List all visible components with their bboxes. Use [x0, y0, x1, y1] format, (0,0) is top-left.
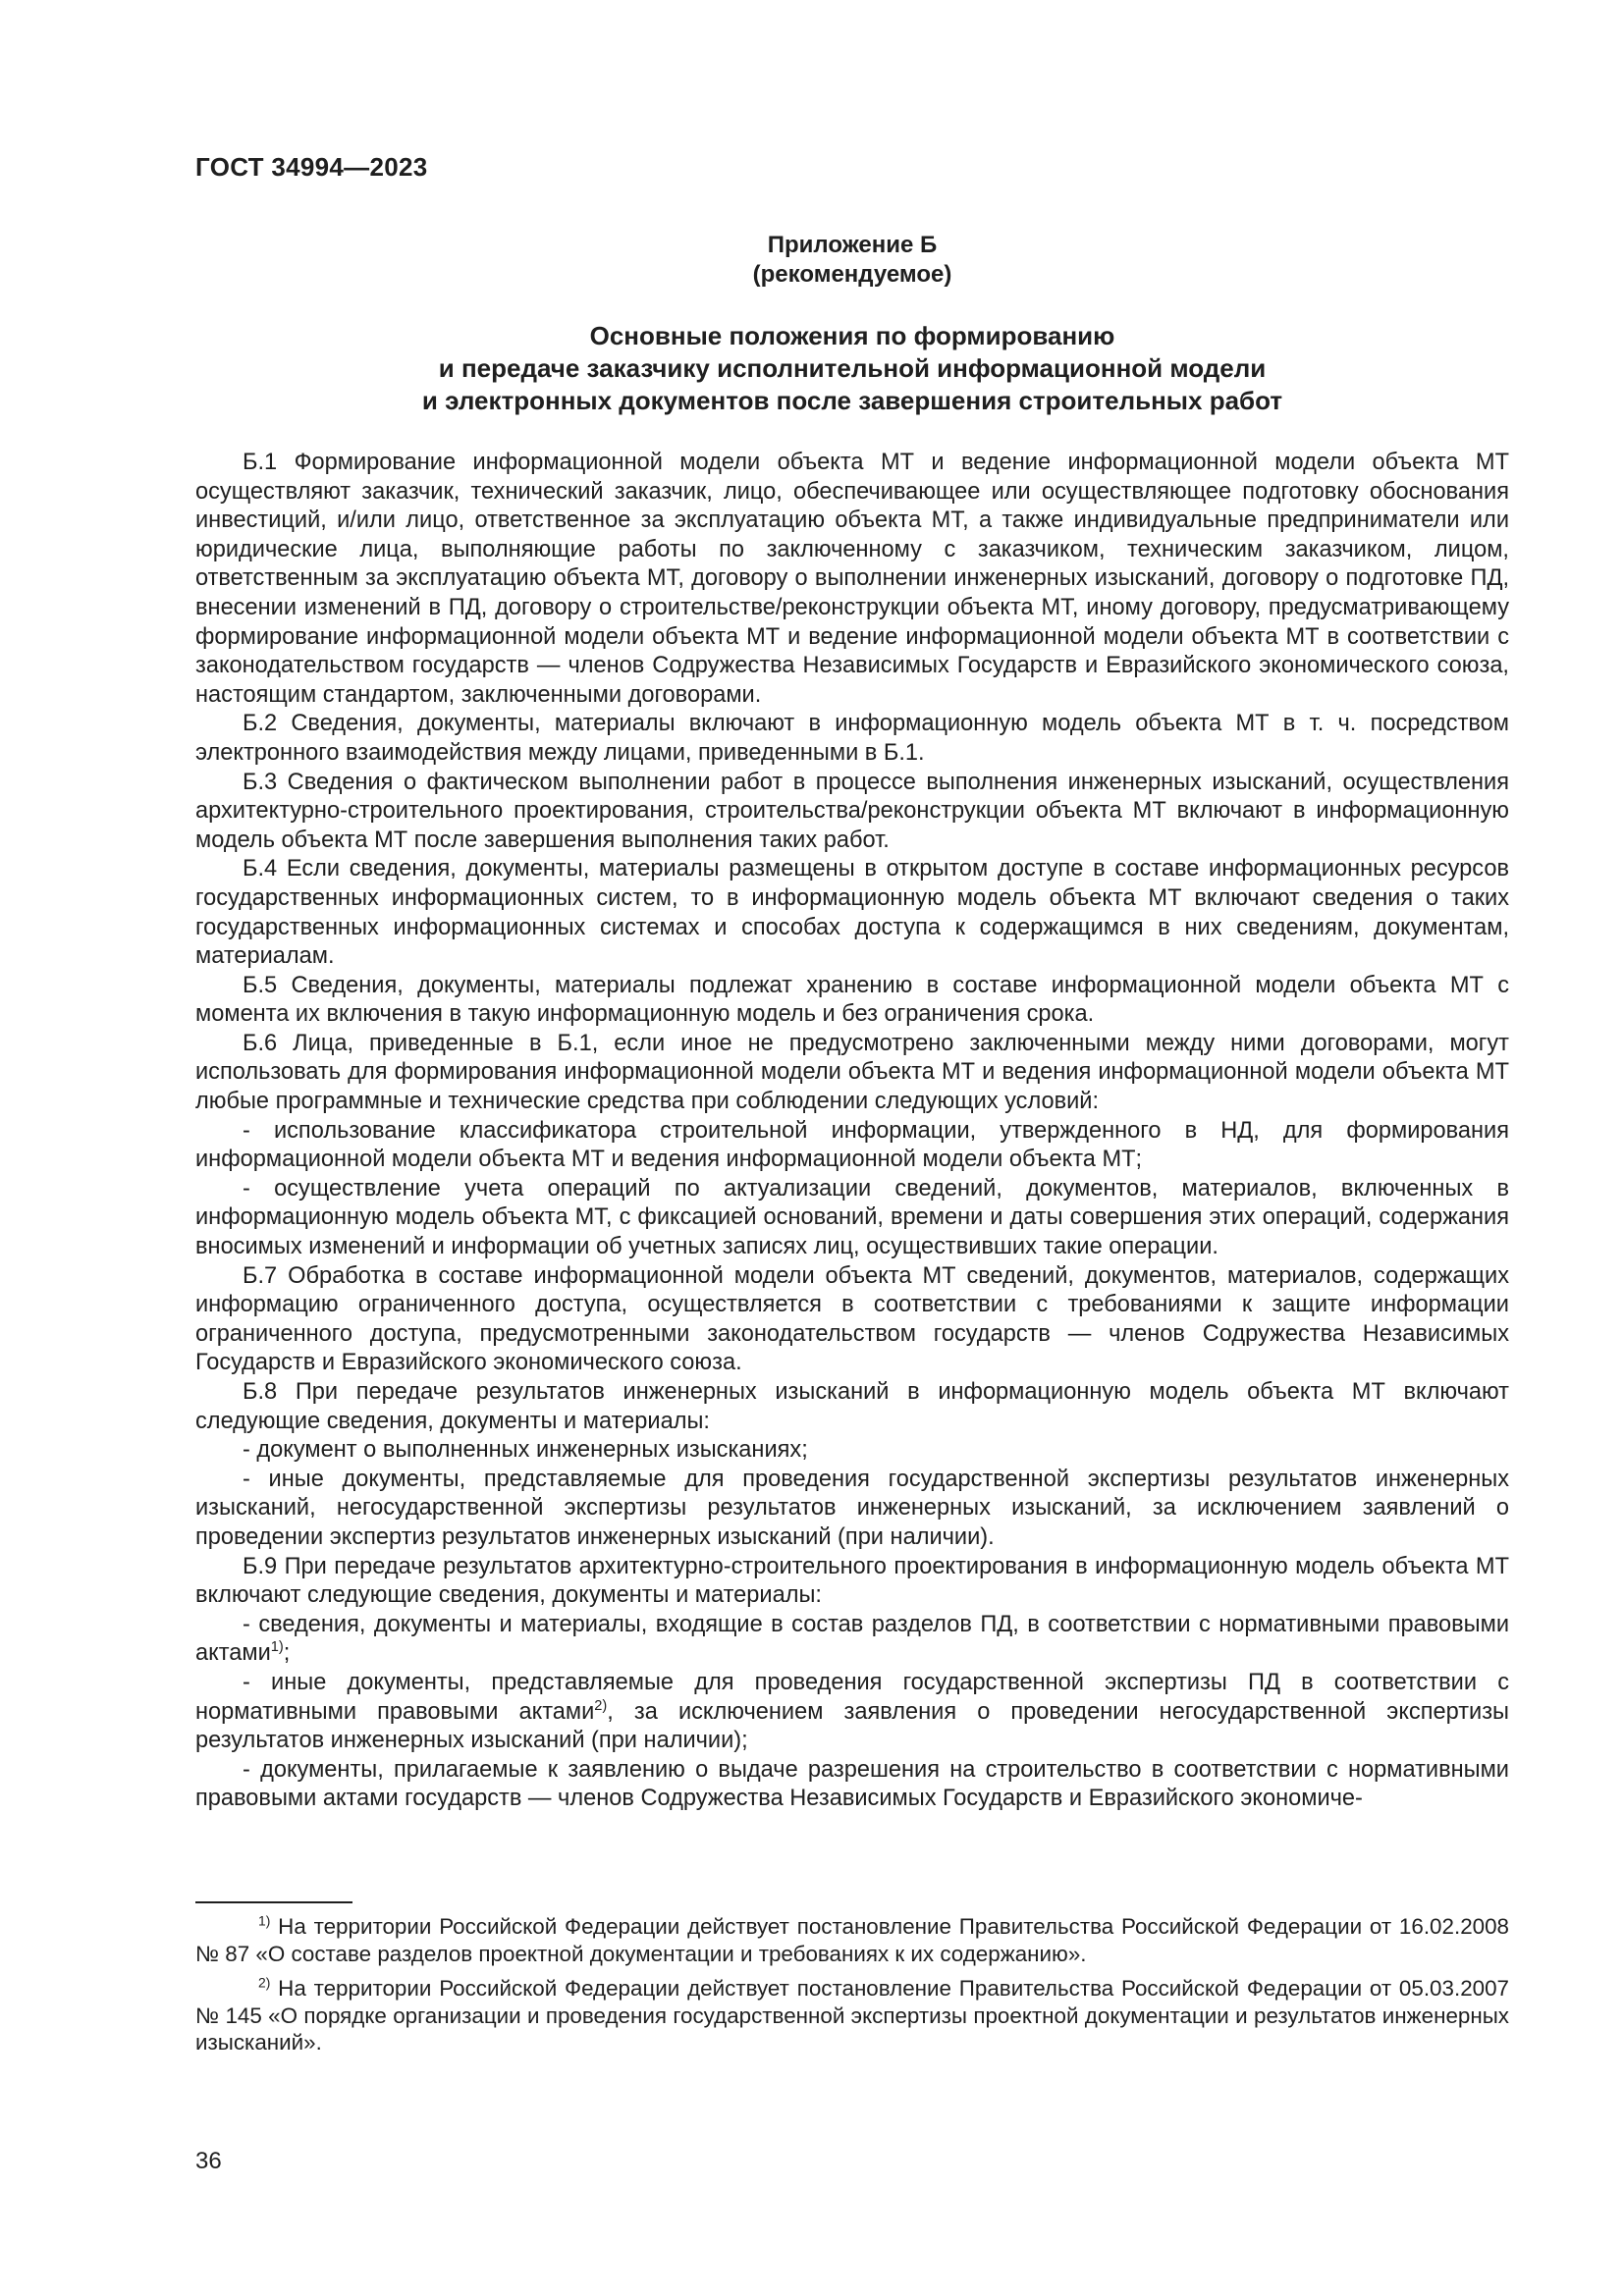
annex-heading-line: и передаче заказчику исполнительной информационной модели	[438, 353, 1267, 383]
document-code: ГОСТ 34994—2023	[195, 152, 428, 182]
list-item: - документы, прилагаемые к заявлению о выдаче разрешения на строительство в соответствии с нормативными правовыми актами государств — членов Содружества Независимых Государств и Евразийского экономиче-	[195, 1756, 1509, 1812]
annex-status: (рекомендуемое)	[752, 261, 952, 288]
list-item: - иные документы, представляемые для проведения государственной экспертизы результатов инженерных изысканий, негосударственной экспертизы результатов инженерных изысканий, за исключением заявлений о проведении экспертиз результатов инженерных изысканий (при наличии).	[195, 1466, 1509, 1550]
page-number: 36	[195, 2148, 222, 2174]
list-item: - осуществление учета операций по актуализации сведений, документов, материалов, включенных в информационную модель объекта МТ, с фиксацией оснований, времени и даты совершения этих операций, содержания вносимых изменений и информации об учетных записях лиц, осуществивших такие операции.	[195, 1175, 1509, 1260]
footnote-divider	[195, 1901, 352, 1903]
list-item-end: , за исключением заявления о проведении негосударственной экспертизы результатов инженерных изысканий (при наличии);	[195, 1698, 1509, 1754]
list-item-text: - сведения, документы и материалы, входящие в состав разделов ПД, в соответствии с нормативными правовыми актами	[195, 1611, 1509, 1667]
clause-b7: Б.7 Обработка в составе информационной модели объекта МТ сведений, документов, материалов, содержащих информацию ограниченного доступа, осуществляется в соответствии с требованиями к защите информации ограниченного доступа, предусмотренными законодательством государств — членов Содружества Независимых Государств и Евразийского экономического союза.	[195, 1262, 1509, 1376]
footnote-text: На территории Российской Федерации действует постановление Правительства Российской Федерации от 16.02.2008 № 87 «О составе разделов проектной документации и требованиях к их содержанию».	[195, 1914, 1509, 1966]
footnote-mark: 2)	[258, 1974, 271, 1991]
footnote-ref: 1)	[270, 1639, 284, 1656]
clause-b9: Б.9 При передаче результатов архитектурно-строительного проектирования в информационную модель объекта МТ включают следующие сведения, документы и материалы:	[195, 1553, 1509, 1609]
footnote-mark: 1)	[258, 1912, 271, 1929]
clause-b6: Б.6 Лица, приведенные в Б.1, если иное не предусмотрено заключенными между ними договорами, могут использовать для формирования информационной модели объекта МТ и ведения информационной модели объекта МТ любые программные и технические средства при соблюдении следующих условий:	[195, 1030, 1509, 1115]
clause-b2: Б.2 Сведения, документы, материалы включают в информационную модель объекта МТ в т. ч. посредством электронного взаимодействия между лицами, приведенными в Б.1.	[195, 711, 1509, 766]
annex-title: Приложение Б	[767, 232, 938, 258]
footnote	[195, 1913, 1509, 1967]
clause-b5: Б.5 Сведения, документы, материалы подлежат хранению в составе информационной модели объекта МТ с момента их включения в такую информационную модель и без ограничения срока.	[195, 972, 1509, 1028]
list-item: - документ о выполненных инженерных изысканиях;	[243, 1437, 808, 1464]
list-item-text: - иные документы, представляемые для проведения государственной экспертизы ПД в соответствии с нормативными правовыми актами	[195, 1669, 1509, 1725]
annex-body	[195, 449, 1509, 1814]
clause-b3: Б.3 Сведения о фактическом выполнении работ в процессе выполнения инженерных изысканий, осуществления архитектурно-строительного проектирования, строительства/реконструкции объекта МТ включают в информационную модель объекта МТ после завершения выполнения таких работ.	[195, 769, 1509, 853]
list-item-end: ;	[283, 1640, 291, 1667]
footnote-text: На территории Российской Федерации действует постановление Правительства Российской Федерации от 05.03.2007 № 145 «О порядке организации и проведения государственной экспертизы проектной документации и результатов инженерных изысканий».	[195, 1976, 1509, 2055]
footnote-ref: 2)	[594, 1697, 608, 1714]
clause-b4: Б.4 Если сведения, документы, материалы размещены в открытом доступе в составе информационных ресурсов государственных информационных систем, то в информационную модель объекта МТ включают сведения о таких государственных информационных системах и способах доступа к содержащимся в них сведениям, документам, материалам.	[195, 856, 1509, 970]
annex-heading-line: Основные положения по формированию	[589, 321, 1115, 350]
list-item: - использование классификатора строительной информации, утвержденного в НД, для формирования информационной модели объекта МТ и ведения информационной модели объекта МТ;	[195, 1117, 1509, 1173]
annex-heading	[195, 320, 1509, 417]
clause-b8: Б.8 При передаче результатов инженерных изысканий в информационную модель объекта МТ включают следующие сведения, документы и материалы:	[195, 1379, 1509, 1434]
footnotes	[195, 1913, 1509, 2064]
footnote	[195, 1975, 1509, 2056]
clause-b1: Б.1 Формирование информационной модели объекта МТ и ведение информационной модели объекта МТ осуществляют заказчик, технический заказчик, лицо, обеспечивающее или осуществляющее подготовку обоснования инвестиций, и/или лицо, ответственное за эксплуатацию объекта МТ, а также индивидуальные предприниматели или юридические лица, выполняющие работы по заключенному с заказчиком, техническим заказчиком, лицом, ответственным за эксплуатацию объекта МТ, договору о выполнении инженерных изысканий, договору о подготовке ПД, внесении изменений в ПД, договору о строительстве/реконструкции объекта МТ, иному договору, предусматривающему формирование информационной модели объекта МТ и ведение информационной модели объекта МТ в соответствии с законодательством государств — членов Содружества Независимых Государств и Евразийского экономического союза, настоящим стандартом, заключенными договорами.	[195, 450, 1509, 708]
list-item	[195, 1611, 1509, 1669]
annex-heading-line: и электронных документов после завершения строительных работ	[421, 386, 1283, 415]
list-item	[195, 1669, 1509, 1756]
